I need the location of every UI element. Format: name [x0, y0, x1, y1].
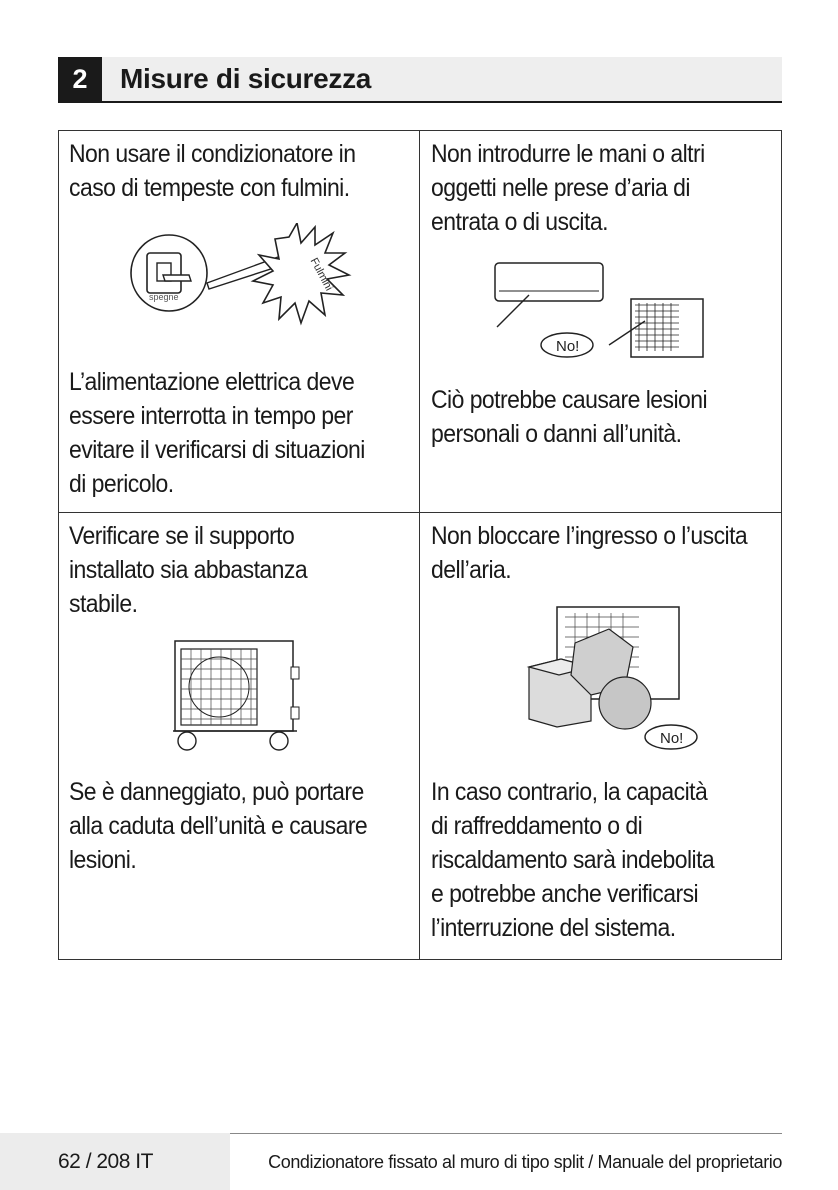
manual-title: Condizionatore fissato al muro di tipo split / Manuale del proprietario	[268, 1152, 782, 1172]
bolt-label: Fulmini	[307, 255, 335, 293]
section-header	[58, 57, 782, 103]
text-line: e potrebbe anche verificarsi	[431, 880, 699, 908]
cell-4-body	[431, 775, 714, 945]
text-line: Verificare se il supporto	[69, 522, 295, 550]
lightning-switch-illustration	[129, 223, 359, 335]
text-line: In caso contrario, la capacità	[431, 778, 708, 806]
text-line: evitare il verificarsi di situazioni	[69, 436, 365, 464]
indoor-unit	[495, 263, 603, 301]
cell-3-heading	[69, 519, 307, 621]
text-line: installato sia abbastanza	[69, 556, 308, 584]
lightning-burst-icon	[253, 223, 349, 323]
text-line: L’alimentazione elettrica deve	[69, 368, 355, 396]
text-line: di pericolo.	[69, 470, 174, 498]
text-line: lesioni.	[69, 846, 137, 874]
no-label: No!	[556, 338, 580, 355]
text-line: stabile.	[69, 590, 138, 618]
ball-obstacle	[599, 677, 651, 729]
blocked-outlet-illustration	[521, 603, 701, 753]
cell-3-body	[69, 775, 367, 877]
section-title: Misure di sicurezza	[120, 63, 372, 94]
text-line: Non introdurre le mani o altri	[431, 140, 705, 168]
valve-1	[291, 667, 299, 679]
cell-2-heading	[431, 137, 705, 239]
text-line: oggetti nelle prese d’aria di	[431, 174, 690, 202]
text-line: Non usare il condizionatore in	[69, 140, 356, 168]
text-line: di raffreddamento o di	[431, 812, 643, 840]
cell-1-heading	[69, 137, 355, 205]
outdoor-unit	[631, 299, 703, 357]
safety-table	[58, 130, 782, 960]
cell-4-heading	[431, 519, 747, 587]
text-line: personali o danni all’unità.	[431, 420, 682, 448]
valve-2	[291, 707, 299, 719]
text-line: riscaldamento sarà indebolita	[431, 846, 715, 874]
text-line: caso di tempeste con fulmini.	[69, 174, 350, 202]
page-number: 62 / 208 IT	[58, 1150, 153, 1173]
text-line: l’interruzione del sistema.	[431, 914, 676, 942]
text-line: essere interrotta in tempo per	[69, 402, 353, 430]
text-line: alla caduta dell’unità e causare	[69, 812, 368, 840]
row-divider	[59, 512, 781, 513]
text-line: Se è danneggiato, può portare	[69, 778, 364, 806]
support-foot-left	[178, 732, 196, 750]
no-label: No!	[660, 730, 684, 747]
footer-divider	[230, 1133, 782, 1134]
cell-1-body	[69, 365, 365, 501]
text-line: entrata o di uscita.	[431, 208, 608, 236]
fan-grille	[181, 649, 257, 725]
section-number: 2	[58, 57, 102, 101]
air-inlet-illustration	[489, 259, 709, 359]
support-foot-right	[270, 732, 288, 750]
text-line: Ciò potrebbe causare lesioni	[431, 386, 708, 414]
switch-label: spegne	[149, 292, 179, 302]
column-divider	[419, 131, 420, 959]
outdoor-unit-on-support-illustration	[171, 637, 303, 753]
cell-2-body	[431, 383, 707, 451]
text-line: Non bloccare l’ingresso o l’uscita	[431, 522, 748, 550]
hand-icon	[163, 275, 191, 281]
text-line: dell’aria.	[431, 556, 512, 584]
